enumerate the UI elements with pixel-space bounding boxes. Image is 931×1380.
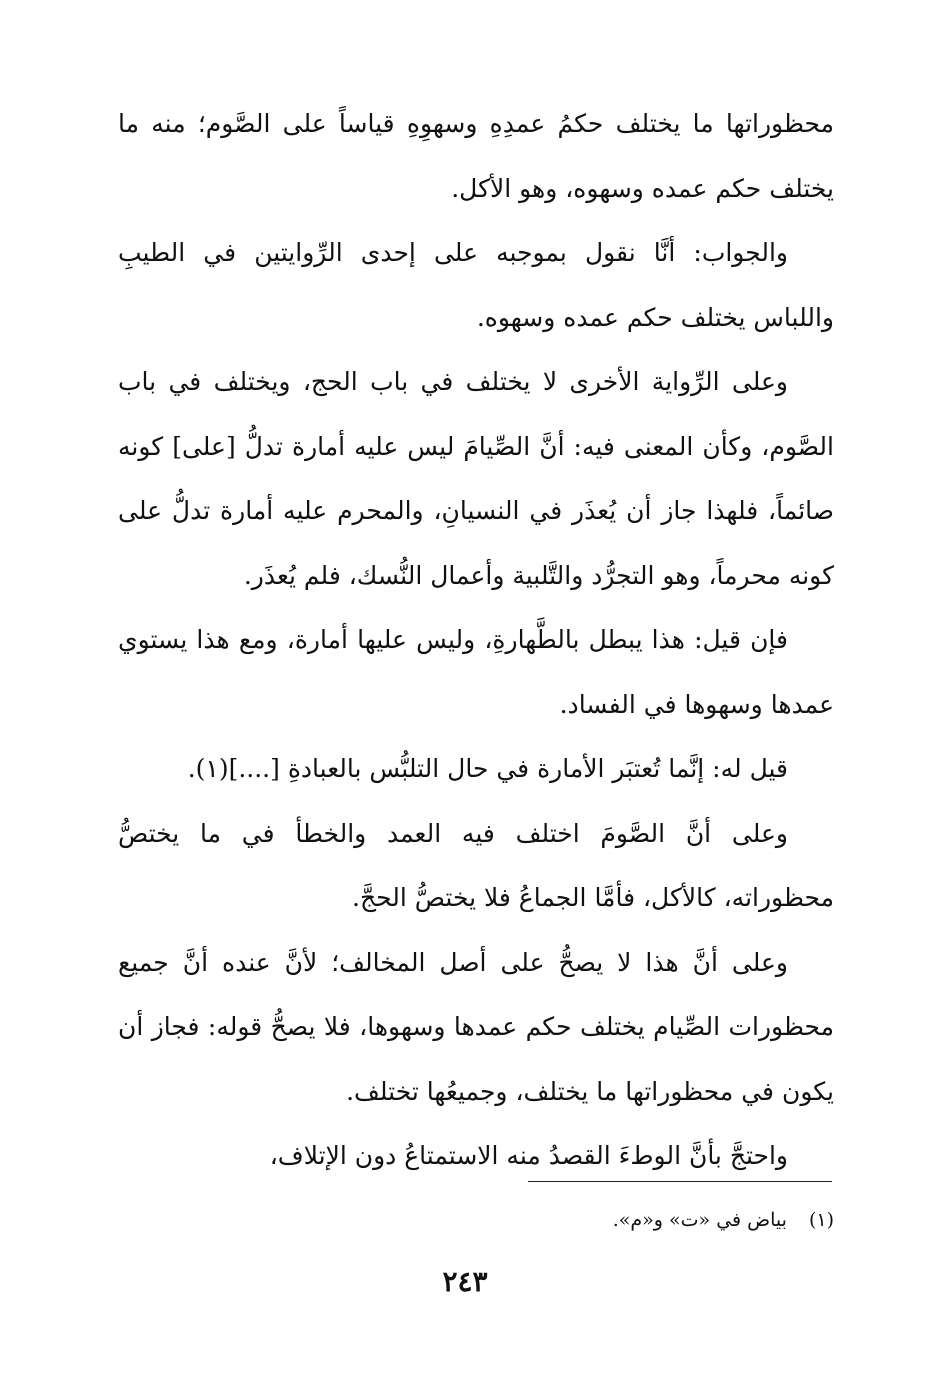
- footnote-divider: [528, 1181, 832, 1182]
- footnote: [420, 1200, 834, 1240]
- paragraph-3: وعلى الرِّواية الأخرى لا يختلف في باب الحج، ويختلف في باب الصَّوم، وكأن المعنى فيه: أنَّ الصِّيامَ ليس عليه أمارة تدلُّ [على] كونه صائماً، فلهذا جاز أن يُعذَر في النسيانِ، والمحرم عليه أمارة تدلُّ على كونه محرماً، وهو التجرُّد والتَّلبية وأعمال النُّسك، فلم يُعذَر.: [118, 367, 834, 590]
- footnote-number: (١): [808, 1209, 834, 1231]
- paragraph-7: وعلى أنَّ هذا لا يصحُّ على أصل المخالف؛ لأنَّ عنده أنَّ جميع محظورات الصِّيام يختلف حكم عمدها وسهوها، فلا يصحُّ قوله: فجاز أن يكون في محظوراتها ما يختلف، وجميعُها تختلف.: [118, 947, 834, 1106]
- paragraph-4: فإن قيل: هذا يبطل بالطَّهارةِ، وليس عليها أمارة، ومع هذا يستوي عمدها وسهوها في الفساد.: [118, 625, 834, 719]
- paragraph-6: وعلى أنَّ الصَّومَ اختلف فيه العمد والخطأ في ما يختصُّ محظوراته، كالأكل، فأمَّا الجماعُ فلا يختصُّ الحجَّ.: [118, 818, 834, 912]
- page-number: ٢٤٣: [442, 1265, 488, 1298]
- paragraph-1: محظوراتها ما يختلف حكمُ عمدِهِ وسهوِهِ قياساً على الصَّوم؛ منه ما يختلف حكم عمده وسهوه، وهو الأكل.: [118, 109, 834, 203]
- paragraph-5: قيل له: إنَّما تُعتبَر الأمارة في حال التلبُّس بالعبادةِ [....](١).: [187, 754, 788, 783]
- paragraph-8: واحتجَّ بأنَّ الوطءَ القصدُ منه الاستمتاعُ دون الإتلاف،: [269, 1141, 788, 1170]
- footnote-text: بياض في «ت» و«م».: [612, 1209, 787, 1231]
- main-text: [118, 92, 834, 1189]
- paragraph-2: والجواب: أنَّا نقول بموجبه على إحدى الرِّوايتين في الطيبِ واللباس يختلف حكم عمده وسهوه.: [118, 238, 834, 332]
